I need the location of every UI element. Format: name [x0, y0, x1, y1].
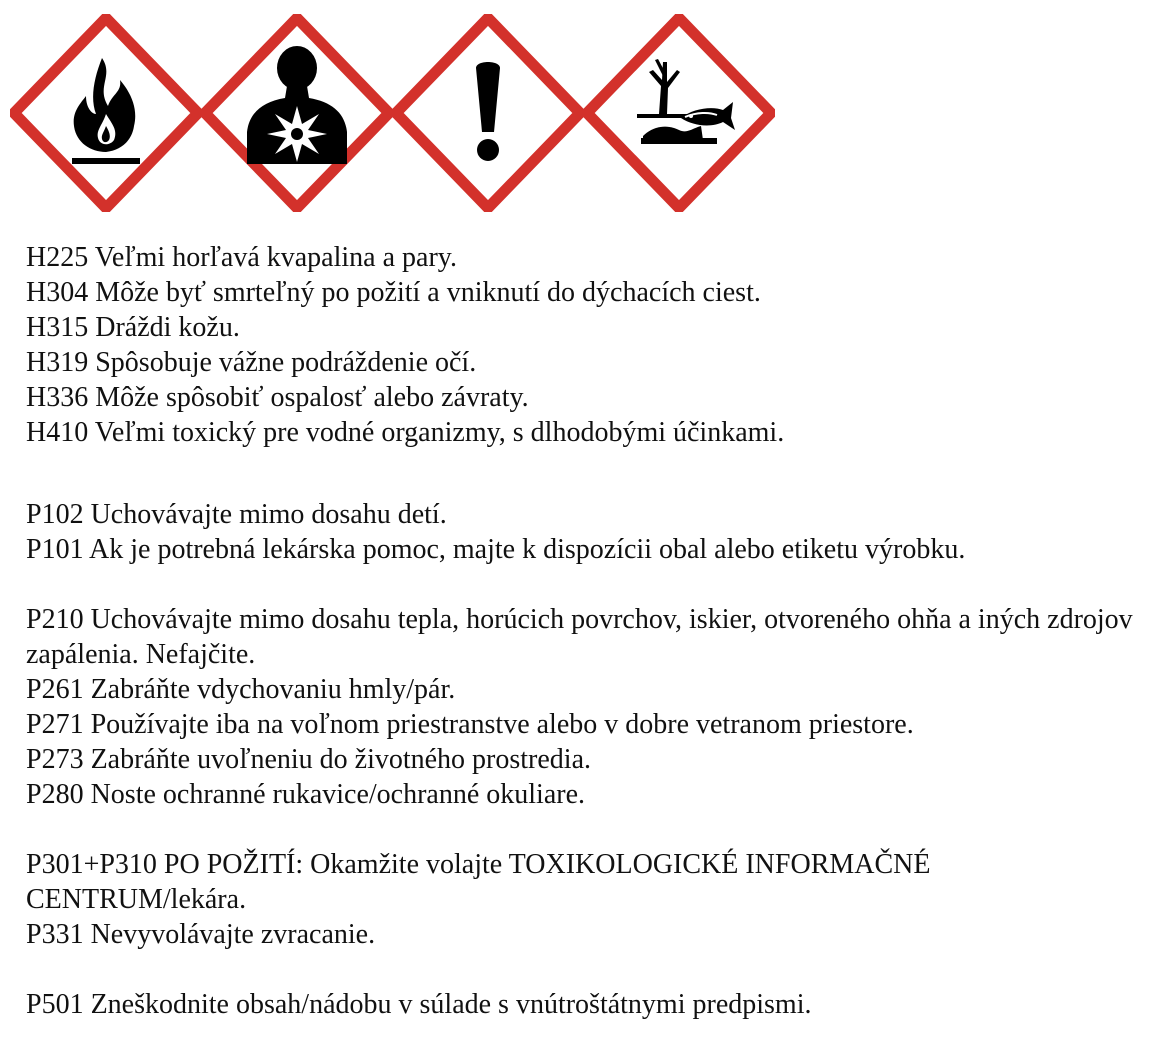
exclamation-pictogram: [392, 14, 584, 212]
health-hazard-icon: [201, 14, 393, 212]
hazard-statement-h410: H410 Veľmi toxický pre vodné organizmy, s dlhodobými účinkami.: [26, 417, 785, 448]
precautionary-statement-p273: P273 Zabráňte uvoľneniu do životného prostredia.: [26, 744, 592, 775]
precautionary-statement-p280: P280 Noste ochranné rukavice/ochranné okuliare.: [26, 779, 586, 810]
precautionary-statement-p102: P102 Uchovávajte mimo dosahu detí.: [26, 499, 447, 530]
precautionary-disposal: [26, 987, 1156, 1022]
precautionary-response: [26, 847, 1156, 952]
precautionary-statement-p271: P271 Používajte iba na voľnom priestranstve alebo v dobre vetranom priestore.: [26, 709, 914, 740]
precautionary-statement-p261: P261 Zabráňte vdychovaniu hmly/pár.: [26, 674, 456, 705]
precautionary-statement-p331: P331 Nevyvolávajte zvracanie.: [26, 919, 376, 950]
precautionary-prevention: [26, 602, 1156, 812]
precautionary-general: [26, 497, 1156, 567]
flame-icon: [10, 14, 202, 212]
flame-pictogram: [10, 14, 202, 212]
environment-icon: [583, 14, 775, 212]
spacer: [26, 952, 1156, 987]
spacer: [26, 567, 1156, 602]
precautionary-statement-p301-p310: P301+P310 PO POŽITÍ: Okamžite volajte TOXIKOLOGICKÉ INFORMAČNÉ CENTRUM/lekára.: [26, 849, 931, 915]
environment-pictogram: [583, 14, 775, 212]
ghs-pictogram-row: [10, 14, 780, 212]
hazard-statements: [26, 240, 1156, 450]
spacer: [26, 450, 1156, 497]
safety-statements: [26, 240, 1156, 1022]
hazard-statement-h225: H225 Veľmi horľavá kvapalina a pary.: [26, 242, 457, 273]
hazard-statement-h319: H319 Spôsobuje vážne podráždenie očí.: [26, 347, 477, 378]
precautionary-statement-p501: P501 Zneškodnite obsah/nádobu v súlade s vnútroštátnymi predpismi.: [26, 989, 812, 1020]
precautionary-statement-p210: P210 Uchovávajte mimo dosahu tepla, horúcich povrchov, iskier, otvoreného ohňa a iných zdrojov zapálenia. Nefajčite.: [26, 604, 1133, 670]
precautionary-statement-p101: P101 Ak je potrebná lekárska pomoc, majte k dispozícii obal alebo etiketu výrobku.: [26, 534, 966, 565]
health-hazard-pictogram: [201, 14, 393, 212]
spacer: [26, 812, 1156, 847]
hazard-statement-h336: H336 Môže spôsobiť ospalosť alebo závraty.: [26, 382, 529, 413]
exclamation-mark-icon: [392, 14, 584, 212]
hazard-statement-h304: H304 Môže byť smrteľný po požití a vniknutí do dýchacích ciest.: [26, 277, 761, 308]
hazard-statement-h315: H315 Dráždi kožu.: [26, 312, 240, 343]
